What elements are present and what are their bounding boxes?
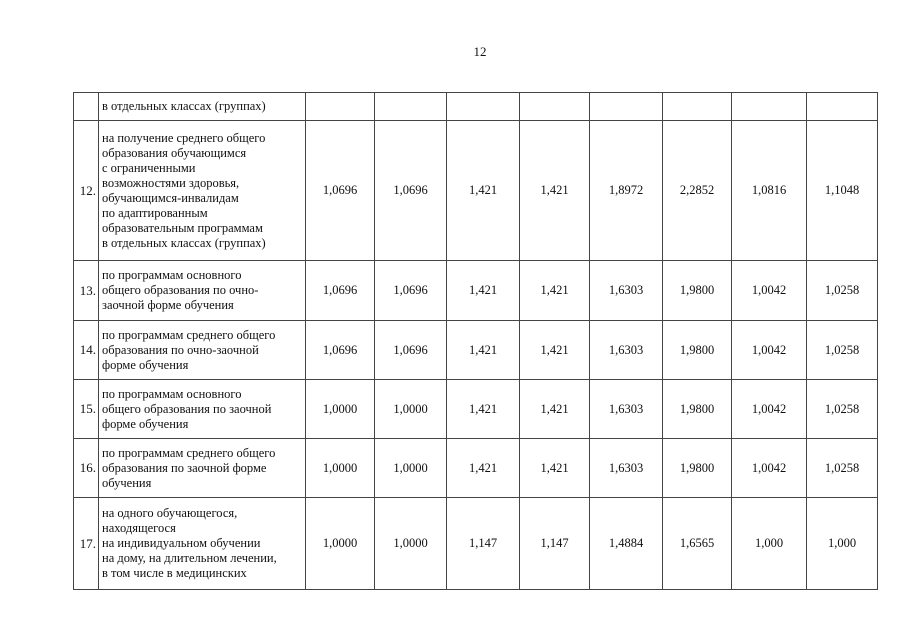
value-cell: 1,000 <box>807 498 878 590</box>
value-cell: 1,421 <box>447 261 520 321</box>
value-cell: 1,1048 <box>807 121 878 261</box>
row-description <box>99 439 306 498</box>
page-number: 12 <box>473 44 487 59</box>
description-line: общего образования по очно- <box>102 283 259 297</box>
row-number: 17. <box>74 498 99 590</box>
value-cell: 1,6565 <box>663 498 732 590</box>
value-cell: 1,0000 <box>306 439 375 498</box>
description-line: в отдельных классах (группах) <box>102 99 266 113</box>
description-line: образовательным программам <box>102 220 263 235</box>
row-number: 13. <box>74 261 99 321</box>
value-cell: 1,8972 <box>590 121 663 261</box>
value-cell: 1,0258 <box>807 321 878 380</box>
value-cell: 1,421 <box>520 439 590 498</box>
value-cell: 2,2852 <box>663 121 732 261</box>
value-cell: 1,0042 <box>732 380 807 439</box>
value-cell: 1,0000 <box>375 498 447 590</box>
value-cell: 1,6303 <box>590 261 663 321</box>
description-line: заочной форме обучения <box>102 298 234 312</box>
value-cell: 1,0000 <box>306 380 375 439</box>
value-cell: 1,0696 <box>306 321 375 380</box>
table-row <box>74 121 878 261</box>
description-line: форме обучения <box>102 416 189 431</box>
value-cell: 1,0258 <box>807 261 878 321</box>
row-number: 12. <box>74 121 99 261</box>
value-cell: 1,0000 <box>375 380 447 439</box>
value-cell: 1,0696 <box>306 121 375 261</box>
value-cell: 1,147 <box>520 498 590 590</box>
value-cell: 1,6303 <box>590 380 663 439</box>
value-cell: 1,0042 <box>732 321 807 380</box>
value-cell: 1,421 <box>447 439 520 498</box>
row-description <box>99 498 306 590</box>
table-row <box>74 439 878 498</box>
coefficients-table <box>73 92 878 590</box>
value-cell: 1,421 <box>520 380 590 439</box>
value-cell: 1,0696 <box>375 261 447 321</box>
value-cell: 1,0258 <box>807 439 878 498</box>
description-line: обучения <box>102 475 152 490</box>
table-row <box>74 380 878 439</box>
value-cell: 1,6303 <box>590 321 663 380</box>
value-cell: 1,9800 <box>663 261 732 321</box>
row-number: 15. <box>74 380 99 439</box>
value-cell: 1,9800 <box>663 321 732 380</box>
value-cell: 1,0042 <box>732 261 807 321</box>
value-cell: 1,421 <box>447 321 520 380</box>
table-body <box>74 93 878 590</box>
row-description <box>99 121 306 261</box>
table-row <box>74 261 878 321</box>
description-line: на одного обучающегося, <box>102 506 238 520</box>
description-line: в отдельных классах (группах) <box>102 235 266 250</box>
description-line: по программам среднего общего <box>102 445 276 460</box>
description-line: по программам основного <box>102 268 242 282</box>
value-cell <box>732 93 807 121</box>
value-cell: 1,421 <box>520 121 590 261</box>
description-line: по программам основного <box>102 386 242 401</box>
value-cell <box>590 93 663 121</box>
value-cell <box>447 93 520 121</box>
description-line: по программам среднего общего <box>102 327 276 342</box>
value-cell: 1,421 <box>520 321 590 380</box>
value-cell: 1,421 <box>520 261 590 321</box>
row-description <box>99 261 306 321</box>
table-row <box>74 93 878 121</box>
table-row <box>74 498 878 590</box>
value-cell <box>375 93 447 121</box>
description-line: находящегося <box>102 521 176 535</box>
row-description <box>99 93 306 121</box>
row-number: 14. <box>74 321 99 380</box>
value-cell: 1,6303 <box>590 439 663 498</box>
row-description <box>99 321 306 380</box>
row-number: 16. <box>74 439 99 498</box>
description-line: на дому, на длительном лечении, <box>102 551 277 565</box>
value-cell: 1,9800 <box>663 380 732 439</box>
value-cell: 1,000 <box>732 498 807 590</box>
value-cell: 1,9800 <box>663 439 732 498</box>
description-line: на получение среднего общего <box>102 130 266 145</box>
description-line: форме обучения <box>102 357 189 372</box>
description-line: обучающимся-инвалидам <box>102 190 239 205</box>
value-cell <box>807 93 878 121</box>
value-cell: 1,0696 <box>375 121 447 261</box>
description-line: на индивидуальном обучении <box>102 536 261 550</box>
description-line: с ограниченными <box>102 160 196 175</box>
value-cell <box>520 93 590 121</box>
value-cell: 1,0042 <box>732 439 807 498</box>
description-line: общего образования по заочной <box>102 401 272 416</box>
description-line: в том числе в медицинских <box>102 566 247 580</box>
value-cell: 1,0696 <box>306 261 375 321</box>
row-description <box>99 380 306 439</box>
value-cell <box>306 93 375 121</box>
value-cell: 1,421 <box>447 380 520 439</box>
table-row <box>74 321 878 380</box>
value-cell: 1,0816 <box>732 121 807 261</box>
description-line: образования по очно-заочной <box>102 342 259 357</box>
value-cell: 1,147 <box>447 498 520 590</box>
value-cell: 1,0000 <box>375 439 447 498</box>
value-cell: 1,4884 <box>590 498 663 590</box>
description-line: по адаптированным <box>102 205 208 220</box>
description-line: образования обучающимся <box>102 145 247 160</box>
value-cell: 1,0000 <box>306 498 375 590</box>
value-cell: 1,0258 <box>807 380 878 439</box>
description-line: образования по заочной форме <box>102 460 267 475</box>
value-cell <box>663 93 732 121</box>
value-cell: 1,421 <box>447 121 520 261</box>
description-line: возможностями здоровья, <box>102 175 240 190</box>
row-number <box>74 93 99 121</box>
value-cell: 1,0696 <box>375 321 447 380</box>
